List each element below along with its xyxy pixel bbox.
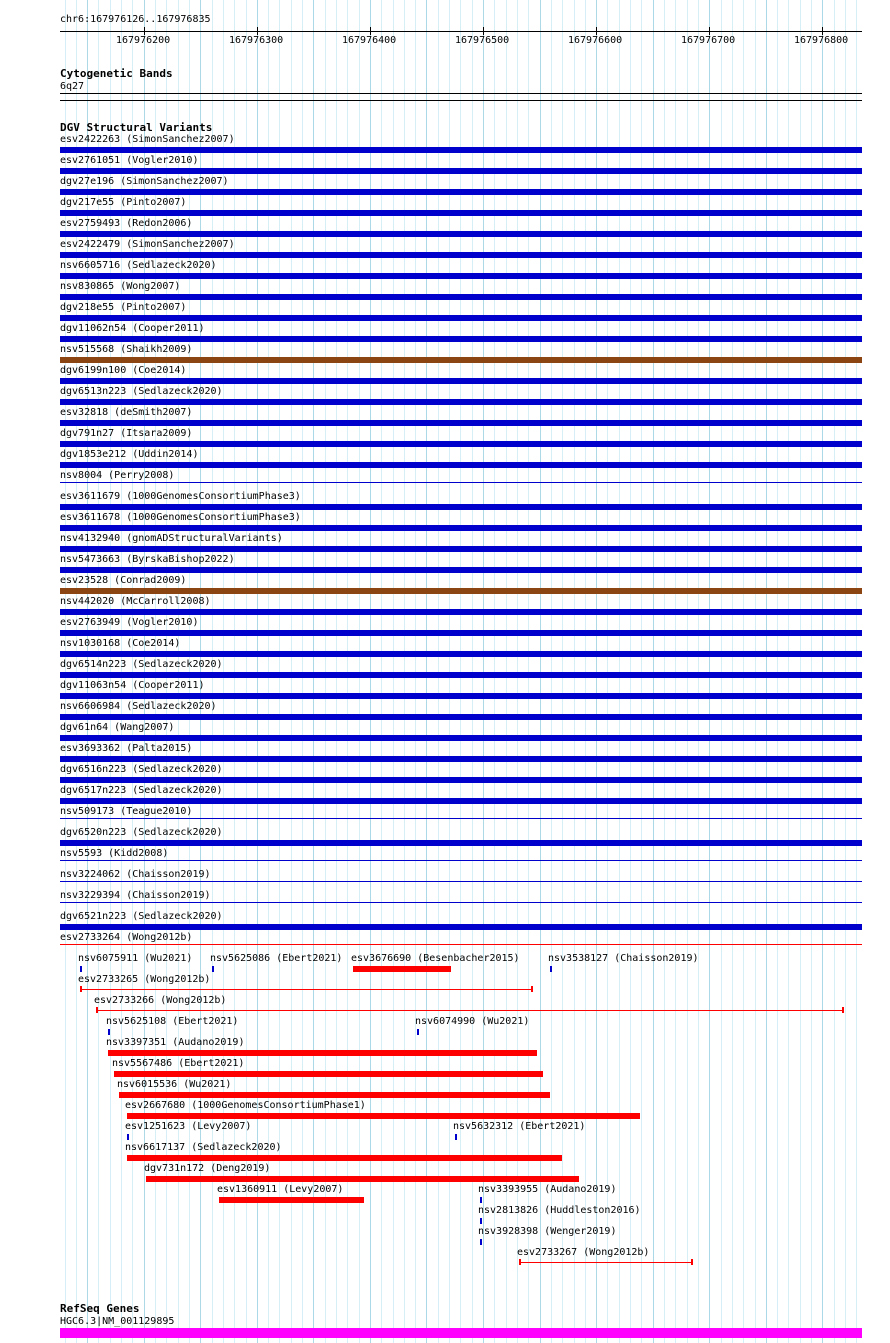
dgv-feature-label[interactable]: nsv509173 (Teague2010) <box>60 806 193 817</box>
dgv-feature-bar[interactable] <box>60 273 862 279</box>
dgv-feature-label[interactable]: esv3611678 (1000GenomesConsortiumPhase3) <box>60 512 301 523</box>
cytoband-label: 6q27 <box>60 81 85 92</box>
refseq-gene-feature[interactable] <box>60 1328 862 1338</box>
dgv-feature-bar[interactable] <box>60 881 862 882</box>
ruler-tick-label: 167976400 <box>342 35 397 46</box>
dgv-feature-bar[interactable] <box>80 989 531 990</box>
dgv-feature-bar[interactable] <box>60 902 862 903</box>
dgv-feature-bar[interactable] <box>60 462 862 468</box>
dgv-feature-label[interactable]: nsv1030168 (Coe2014) <box>60 638 181 649</box>
dgv-feature-bar[interactable] <box>60 147 862 153</box>
dgv-feature-label[interactable]: dgv6199n100 (Coe2014) <box>60 365 187 376</box>
dgv-feature-label[interactable]: esv2422479 (SimonSanchez2007) <box>60 239 235 250</box>
ruler-tick-label: 167976300 <box>229 35 284 46</box>
dgv-feature-label[interactable]: nsv3393955 (Audano2019) <box>478 1184 617 1195</box>
ruler-tick-label: 167976200 <box>116 35 171 46</box>
dgv-feature-label[interactable]: nsv5567486 (Ebert2021) <box>112 1058 245 1069</box>
dgv-feature-bar[interactable] <box>219 1197 364 1203</box>
dgv-feature-bar[interactable] <box>417 1029 419 1035</box>
dgv-feature-bar[interactable] <box>353 966 451 972</box>
dgv-feature-bar[interactable] <box>60 609 862 615</box>
ruler-tick <box>709 27 710 35</box>
dgv-feature-bar[interactable] <box>108 1050 537 1056</box>
dgv-feature-label[interactable]: nsv3538127 (Chaisson2019) <box>548 953 699 964</box>
dgv-feature-label[interactable]: esv2763949 (Vogler2010) <box>60 617 199 628</box>
refseq-track-title[interactable]: RefSeq Genes <box>60 1302 140 1315</box>
dgv-feature-bar[interactable] <box>60 189 862 195</box>
dgv-feature-label[interactable]: nsv6605716 (Sedlazeck2020) <box>60 260 217 271</box>
dgv-feature-label[interactable]: nsv442020 (McCarroll2008) <box>60 596 211 607</box>
dgv-feature-bar[interactable] <box>60 651 862 657</box>
dgv-feature-endcap <box>96 1007 98 1013</box>
dgv-feature-label[interactable]: nsv5473663 (ByrskaBishop2022) <box>60 554 235 565</box>
dgv-feature-bar[interactable] <box>127 1113 640 1119</box>
dgv-feature-label[interactable]: nsv2813826 (Huddleston2016) <box>478 1205 641 1216</box>
dgv-feature-endcap <box>519 1259 521 1265</box>
dgv-feature-endcap <box>691 1259 693 1265</box>
dgv-feature-label[interactable]: nsv3224062 (Chaisson2019) <box>60 869 211 880</box>
dgv-feature-bar[interactable] <box>146 1176 579 1182</box>
dgv-feature-label[interactable]: esv2761051 (Vogler2010) <box>60 155 199 166</box>
dgv-feature-label[interactable]: esv2733266 (Wong2012b) <box>94 995 227 1006</box>
dgv-feature-label[interactable]: dgv61n64 (Wang2007) <box>60 722 175 733</box>
ruler-tick <box>483 27 484 35</box>
dgv-feature-label[interactable]: nsv5593 (Kidd2008) <box>60 848 169 859</box>
dgv-feature-bar[interactable] <box>60 441 862 447</box>
dgv-feature-bar[interactable] <box>114 1071 543 1077</box>
dgv-feature-bar[interactable] <box>60 525 862 531</box>
cytoband-track-title[interactable]: Cytogenetic Bands <box>60 67 173 80</box>
dgv-feature-bar[interactable] <box>60 482 862 483</box>
dgv-feature-label[interactable]: dgv218e55 (Pinto2007) <box>60 302 187 313</box>
dgv-feature-label[interactable]: dgv6516n223 (Sedlazeck2020) <box>60 764 223 775</box>
ruler-tick-label: 167976500 <box>455 35 510 46</box>
dgv-feature-bar[interactable] <box>119 1092 550 1098</box>
dgv-feature-bar[interactable] <box>480 1239 482 1245</box>
dgv-feature-label[interactable]: nsv515568 (Shaikh2009) <box>60 344 193 355</box>
dgv-feature-bar[interactable] <box>60 588 862 594</box>
refseq-gene-label[interactable]: HGC6.3|NM_001129895 <box>60 1316 175 1327</box>
dgv-feature-bar[interactable] <box>60 378 862 384</box>
dgv-feature-endcap <box>842 1007 844 1013</box>
dgv-feature-label[interactable]: esv2733265 (Wong2012b) <box>78 974 211 985</box>
ruler-tick <box>144 27 145 35</box>
ruler-tick <box>257 27 258 35</box>
dgv-feature-bar[interactable] <box>60 840 862 846</box>
dgv-feature-bar[interactable] <box>60 777 862 783</box>
dgv-feature-endcap <box>80 986 82 992</box>
dgv-feature-label[interactable]: esv2422263 (SimonSanchez2007) <box>60 134 235 145</box>
dgv-feature-label[interactable]: nsv6606984 (Sedlazeck2020) <box>60 701 217 712</box>
dgv-feature-label[interactable]: nsv6074990 (Wu2021) <box>415 1016 530 1027</box>
ruler-tick-label: 167976600 <box>568 35 623 46</box>
dgv-feature-endcap <box>531 986 533 992</box>
dgv-feature-bar[interactable] <box>60 714 862 720</box>
dgv-feature-bar[interactable] <box>60 210 862 216</box>
dgv-feature-label[interactable]: nsv8004 (Perry2008) <box>60 470 175 481</box>
dgv-feature-bar[interactable] <box>60 944 862 945</box>
dgv-feature-bar[interactable] <box>60 630 862 636</box>
dgv-feature-label[interactable]: dgv11062n54 (Cooper2011) <box>60 323 205 334</box>
dgv-feature-bar[interactable] <box>480 1197 482 1203</box>
dgv-feature-bar[interactable] <box>519 1262 691 1263</box>
dgv-feature-bar[interactable] <box>127 1134 129 1140</box>
dgv-feature-bar[interactable] <box>60 399 862 405</box>
dgv-feature-bar[interactable] <box>60 357 862 363</box>
dgv-feature-label[interactable]: nsv4132940 (gnomADStructuralVariants) <box>60 533 283 544</box>
dgv-feature-label[interactable]: dgv11063n54 (Cooper2011) <box>60 680 205 691</box>
dgv-feature-bar[interactable] <box>80 966 82 972</box>
dgv-feature-bar[interactable] <box>60 336 862 342</box>
dgv-feature-bar[interactable] <box>60 168 862 174</box>
dgv-feature-bar[interactable] <box>212 966 214 972</box>
dgv-feature-label[interactable]: nsv830865 (Wong2007) <box>60 281 181 292</box>
dgv-feature-bar[interactable] <box>550 966 552 972</box>
dgv-feature-bar[interactable] <box>60 818 862 819</box>
dgv-feature-bar[interactable] <box>455 1134 457 1140</box>
dgv-feature-label[interactable]: nsv5632312 (Ebert2021) <box>453 1121 586 1132</box>
dgv-feature-bar[interactable] <box>60 693 862 699</box>
dgv-feature-label[interactable]: esv2733267 (Wong2012b) <box>517 1247 650 1258</box>
dgv-feature-bar[interactable] <box>60 231 862 237</box>
dgv-feature-label[interactable]: dgv6514n223 (Sedlazeck2020) <box>60 659 223 670</box>
region-coordinates: chr6:167976126..167976835 <box>60 14 211 25</box>
dgv-feature-bar[interactable] <box>60 735 862 741</box>
dgv-feature-label[interactable]: dgv6513n223 (Sedlazeck2020) <box>60 386 223 397</box>
dgv-feature-label[interactable]: esv2733264 (Wong2012b) <box>60 932 193 943</box>
dgv-feature-label[interactable]: esv3611679 (1000GenomesConsortiumPhase3) <box>60 491 301 502</box>
dgv-feature-bar[interactable] <box>60 798 862 804</box>
dgv-feature-label[interactable]: nsv5625108 (Ebert2021) <box>106 1016 239 1027</box>
ruler-axis <box>60 31 862 32</box>
dgv-feature-label[interactable]: dgv6521n223 (Sedlazeck2020) <box>60 911 223 922</box>
ruler-tick-label: 167976800 <box>794 35 849 46</box>
dgv-feature-label[interactable]: nsv5625086 (Ebert2021) <box>210 953 343 964</box>
dgv-feature-bar[interactable] <box>60 546 862 552</box>
dgv-feature-label[interactable]: nsv6075911 (Wu2021) <box>78 953 193 964</box>
ruler-tick <box>822 27 823 35</box>
dgv-feature-label[interactable]: esv23528 (Conrad2009) <box>60 575 187 586</box>
dgv-feature-bar[interactable] <box>108 1029 110 1035</box>
dgv-feature-label[interactable]: dgv27e196 (SimonSanchez2007) <box>60 176 229 187</box>
dgv-feature-bar[interactable] <box>60 252 862 258</box>
track-divider <box>60 100 862 101</box>
dgv-feature-bar[interactable] <box>480 1218 482 1224</box>
dgv-feature-label[interactable]: esv2667680 (1000GenomesConsortiumPhase1) <box>125 1100 366 1111</box>
dgv-feature-label[interactable]: nsv6617137 (Sedlazeck2020) <box>125 1142 282 1153</box>
dgv-feature-bar[interactable] <box>60 567 862 573</box>
dgv-feature-bar[interactable] <box>60 420 862 426</box>
ruler-tick-label: 167976700 <box>681 35 736 46</box>
dgv-feature-bar[interactable] <box>60 860 862 861</box>
dgv-feature-label[interactable]: esv32818 (deSmith2007) <box>60 407 193 418</box>
ruler-tick <box>596 27 597 35</box>
cytoband-bar[interactable] <box>60 93 862 94</box>
ruler-tick <box>370 27 371 35</box>
dgv-feature-bar[interactable] <box>127 1155 562 1161</box>
dgv-feature-label[interactable]: dgv6520n223 (Sedlazeck2020) <box>60 827 223 838</box>
dgv-feature-label[interactable]: esv1360911 (Levy2007) <box>217 1184 344 1195</box>
dgv-feature-bar[interactable] <box>60 294 862 300</box>
dgv-feature-label[interactable]: esv3693362 (Palta2015) <box>60 743 193 754</box>
dgv-feature-label[interactable]: nsv3229394 (Chaisson2019) <box>60 890 211 901</box>
dgv-feature-label[interactable]: dgv791n27 (Itsara2009) <box>60 428 193 439</box>
dgv-feature-bar[interactable] <box>96 1010 842 1011</box>
dgv-feature-bar[interactable] <box>60 315 862 321</box>
dgv-feature-label[interactable]: esv3676690 (Besenbacher2015) <box>351 953 520 964</box>
dgv-feature-label[interactable]: nsv6015536 (Wu2021) <box>117 1079 232 1090</box>
dgv-track-title[interactable]: DGV Structural Variants <box>60 121 213 134</box>
dgv-feature-label[interactable]: dgv217e55 (Pinto2007) <box>60 197 187 208</box>
dgv-feature-label[interactable]: esv1251623 (Levy2007) <box>125 1121 252 1132</box>
dgv-feature-label[interactable]: dgv1853e212 (Uddin2014) <box>60 449 199 460</box>
dgv-feature-label[interactable]: esv2759493 (Redon2006) <box>60 218 193 229</box>
dgv-feature-bar[interactable] <box>60 672 862 678</box>
dgv-feature-label[interactable]: dgv6517n223 (Sedlazeck2020) <box>60 785 223 796</box>
dgv-feature-label[interactable]: dgv731n172 (Deng2019) <box>144 1163 271 1174</box>
dgv-feature-bar[interactable] <box>60 756 862 762</box>
dgv-feature-label[interactable]: nsv3928398 (Wenger2019) <box>478 1226 617 1237</box>
dgv-feature-bar[interactable] <box>60 924 862 930</box>
dgv-feature-label[interactable]: nsv3397351 (Audano2019) <box>106 1037 245 1048</box>
dgv-feature-bar[interactable] <box>60 504 862 510</box>
